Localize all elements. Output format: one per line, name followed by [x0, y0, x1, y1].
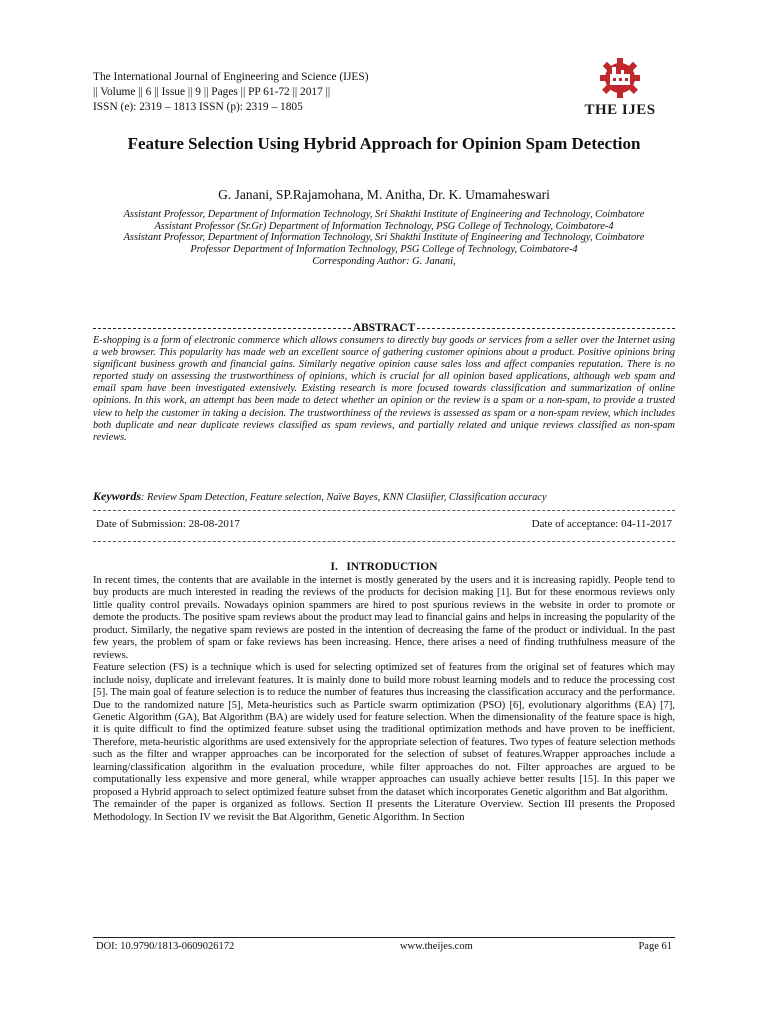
acceptance-date: Date of acceptance: 04-11-2017 [531, 518, 672, 530]
logo-text: THE IJES [584, 102, 656, 118]
journal-name: The International Journal of Engineering and Science (IJES) [93, 71, 369, 83]
dates-row [96, 518, 672, 530]
dashed-divider [417, 328, 675, 329]
dashed-divider [93, 510, 675, 511]
ijes-logo [574, 54, 666, 120]
page-footer [96, 941, 672, 952]
dashed-divider [93, 328, 351, 329]
keywords-text: : Review Spam Detection, Feature selection, Naïve Bayes, KNN Clasiifier, Classification accuracy [141, 492, 547, 503]
author-list: G. Janani, SP.Rajamohana, M. Anitha, Dr. K. Umamaheswari [218, 187, 550, 202]
dashed-divider [93, 541, 675, 542]
paragraph-3: The remainder of the paper is organized as follows. Section II presents the Literature Overview. Section III presents the Proposed Methodology. In Section IV we revisit the Bat Algorithm, Genetic Algorithm. In Section [93, 799, 675, 823]
footer-divider [93, 937, 675, 938]
introduction-body [93, 575, 675, 824]
paragraph-2: Feature selection (FS) is a technique which is used for selecting optimized set of features from the original set of features which may include noisy, duplicate and irrelevant features. It is mainly done to build more robust learning models and to reduce the processing cost [5]. The main goal of feature selection is to reduce the number of features thus increasing the classification accuracy and the performance. Due to the randomized nature [5], Meta-heuristics such as Particle swarm optimization (PSO) [6], evolutionary algorithms (EA) [7], Genetic Algorithm (GA), Bat Algorithm (BA) are widely used for feature selection. When the dimensionality of the feature space is high, it is quite difficult to find the optimized feature subset using the traditional optimization methods and have proven to be inefficient. Therefore, meta-heuristic algorithms are used extensively for the appropriate selection of features. Two types of feature selection methods such as the filter and wrapper approaches can be incorporated for the selection of subset of features.Wrapper approaches include a learning/classification algorithm in the evaluation procedure, while filter approaches do not. Filter approaches are argued to be computationally less expensive and more general, while wrapper approaches can usually achieve better results [15]. In this paper we proposed a Hybrid approach to select optimized feature subset from the dataset which incorporates Genetic algorithm and Bat algorithm. [93, 662, 675, 798]
section-heading: I. INTRODUCTION [330, 561, 438, 573]
issn-line: ISSN (e): 2319 – 1813 ISSN (p): 2319 – 1805 [93, 101, 303, 113]
affiliations [90, 209, 678, 268]
doi: DOI: 10.9790/1813-0609026172 [96, 941, 235, 952]
paragraph-1: In recent times, the contents that are available in the internet is mostly generated by the users and it is increasing rapidly. People tend to buy products are much interested in reading the reviews of the products for decision making [1]. But for these enormous reviews only little quality control prevails. Nowadays opinion spammers are hired to post spurious reviews in the website in order to promote or demote the products. The positive spam reviews about the product may lead to financial gains and helps in increasing the popularity of the product. Similarly, the negative spam reviews are posted in the intention of decreasing the fame of the product or individual. In the past few years, the problem of spam or fake reviews has been increasing. Hence, there arises a need of finding truthfulness measure of the reviews. [93, 575, 675, 661]
abstract-heading: ABSTRACT [352, 322, 416, 334]
volume-issue-line: || Volume || 6 || Issue || 9 || Pages || PP 61-72 || 2017 || [93, 86, 331, 98]
paper-title: Feature Selection Using Hybrid Approach for Opinion Spam Detection [127, 134, 641, 153]
journal-header [93, 70, 563, 115]
journal-website: www.theijes.com [399, 941, 473, 952]
keywords-label: Keywords [93, 489, 141, 503]
affiliation-4: Professor Department of Information Technology, PSG College of Technology, Coimbatore-4 [190, 244, 578, 256]
keywords-line [93, 490, 675, 504]
affiliation-1: Assistant Professor, Department of Information Technology, Sri Shakthi Institute of Engineering and Technology, Coimbatore [123, 209, 645, 220]
affiliation-2: Assistant Professor (Sr.Gr) Department of Information Technology, PSG College of Technology, Coimbatore-4 [154, 220, 614, 232]
abstract-text: E-shopping is a form of electronic commerce which allows consumers to directly buy goods or services from a seller over the Internet using a web browser. This popularity has made web an excellent source of gathering customer opinions about a product. Positive opinions bring significant business growth and financial gains. Similarly negative opinion cause sales loss and affect companies reputation. There is no reported study on assessing the trustworthiness of opinions, which is crucial for all opinion based applications, although web spam and email spam have been investigated extensively. Existing research is more focused towards classification and summarization of online opinions. In this work, an attempt has been made to detect whether an opinion or the review is a spam or a non-spam, to provide a trusted view to help the customer in taking a decision. The trustworthiness of the reviews is assessed as spam or a non-spam review, which includes both duplicate and near duplicate reviews classified as spam reviews, and partially related and unique reviews classified as non-spam reviews. [93, 335, 675, 443]
corresponding-author: Corresponding Author: G. Janani, [312, 255, 456, 267]
submission-date: Date of Submission: 28-08-2017 [96, 518, 240, 530]
abstract-heading-row [93, 321, 675, 335]
page-number: Page 61 [638, 941, 672, 952]
affiliation-3: Assistant Professor, Department of Information Technology, Sri Shakthi Institute of Engineering and Technology, Coimbatore [123, 232, 645, 244]
